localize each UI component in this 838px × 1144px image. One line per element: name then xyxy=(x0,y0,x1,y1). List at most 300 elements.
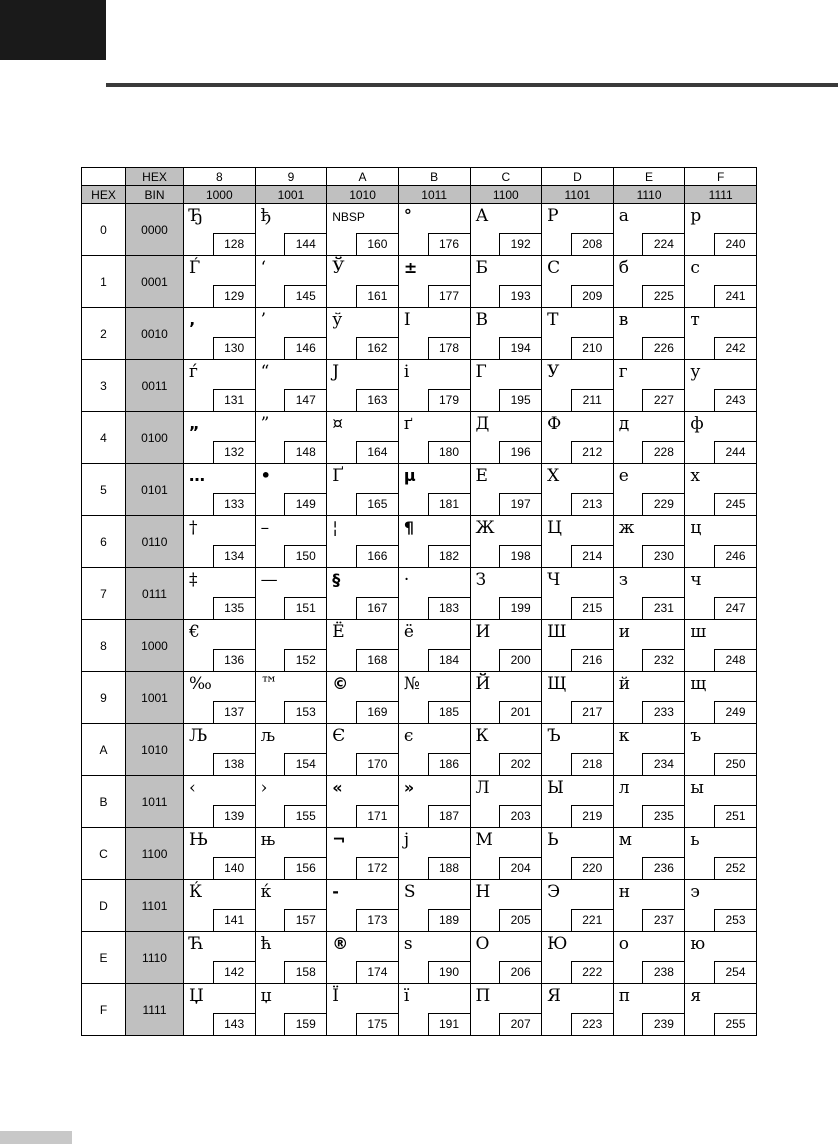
char-code: 229 xyxy=(642,493,684,515)
char-cell xyxy=(685,724,757,776)
char-code: 153 xyxy=(284,701,326,723)
char-code: 246 xyxy=(714,545,756,567)
char-glyph: ‚ xyxy=(189,310,196,329)
char-glyph: М xyxy=(475,830,493,850)
char-code: 253 xyxy=(714,909,756,931)
row-hex: B xyxy=(82,776,126,828)
char-cell xyxy=(613,308,685,360)
row-hex: 9 xyxy=(82,672,126,724)
char-cell xyxy=(184,932,256,984)
code-row xyxy=(82,256,757,308)
char-code: 142 xyxy=(213,961,255,983)
char-cell xyxy=(184,828,256,880)
char-code: 213 xyxy=(571,493,613,515)
char-code: 195 xyxy=(499,389,541,411)
char-cell xyxy=(613,464,685,516)
char-glyph: ґ xyxy=(403,414,413,434)
char-cell xyxy=(327,984,399,1036)
char-cell xyxy=(184,204,256,256)
code-row xyxy=(82,724,757,776)
char-code: 240 xyxy=(714,233,756,255)
char-glyph: § xyxy=(332,570,341,589)
char-cell xyxy=(255,776,327,828)
char-cell xyxy=(542,412,614,464)
char-cell xyxy=(613,516,685,568)
char-glyph: х xyxy=(690,466,700,486)
char-code: 232 xyxy=(642,649,684,671)
row-hex: 4 xyxy=(82,412,126,464)
char-code: 148 xyxy=(284,441,326,463)
char-cell xyxy=(398,412,470,464)
char-code: 222 xyxy=(571,961,613,983)
char-cell xyxy=(255,308,327,360)
char-code: 201 xyxy=(499,701,541,723)
column-hex: A xyxy=(327,168,399,186)
row-hex: 2 xyxy=(82,308,126,360)
char-glyph: у xyxy=(690,362,701,382)
char-glyph: Х xyxy=(547,466,560,486)
char-cell xyxy=(398,568,470,620)
char-glyph: б xyxy=(618,258,629,278)
code-row xyxy=(82,360,757,412)
char-glyph: В xyxy=(475,310,488,330)
char-glyph: т xyxy=(690,310,700,330)
column-hex: F xyxy=(685,168,757,186)
char-glyph: ј xyxy=(403,830,410,850)
char-glyph: Ъ xyxy=(547,726,561,746)
char-code: 138 xyxy=(213,753,255,775)
char-cell xyxy=(613,828,685,880)
char-code: 216 xyxy=(571,649,613,671)
char-cell xyxy=(398,308,470,360)
char-cell xyxy=(685,256,757,308)
char-code: 250 xyxy=(714,753,756,775)
char-glyph: Т xyxy=(547,310,559,330)
char-cell xyxy=(398,360,470,412)
code-row xyxy=(82,412,757,464)
char-code: 191 xyxy=(428,1013,470,1035)
char-glyph: С xyxy=(547,258,561,278)
char-code: 235 xyxy=(642,805,684,827)
char-cell xyxy=(685,412,757,464)
char-code: 152 xyxy=(284,649,326,671)
char-code: 241 xyxy=(714,285,756,307)
char-code: 173 xyxy=(356,909,398,931)
char-glyph: NBSP xyxy=(332,210,365,224)
char-code: 170 xyxy=(356,753,398,775)
char-glyph: Ж xyxy=(475,518,495,538)
char-cell xyxy=(398,932,470,984)
column-bin: 1001 xyxy=(255,186,327,204)
char-code: 224 xyxy=(642,233,684,255)
column-hex: B xyxy=(398,168,470,186)
char-glyph: ї xyxy=(403,986,410,1006)
char-cell xyxy=(184,256,256,308)
char-code: 145 xyxy=(284,285,326,307)
char-code: 150 xyxy=(284,545,326,567)
char-cell xyxy=(542,464,614,516)
char-glyph: › xyxy=(260,778,268,798)
char-glyph: Н xyxy=(475,882,491,902)
char-glyph: э xyxy=(690,882,700,902)
char-cell xyxy=(184,568,256,620)
char-code: 218 xyxy=(571,753,613,775)
char-code: 187 xyxy=(428,805,470,827)
char-code: 225 xyxy=(642,285,684,307)
char-cell xyxy=(255,568,327,620)
char-code: 177 xyxy=(428,285,470,307)
char-code: 247 xyxy=(714,597,756,619)
char-code: 137 xyxy=(213,701,255,723)
char-code: 176 xyxy=(428,233,470,255)
char-glyph: - xyxy=(332,882,339,901)
char-glyph: Џ xyxy=(189,986,204,1006)
char-cell xyxy=(685,984,757,1036)
char-code: 227 xyxy=(642,389,684,411)
char-code: 190 xyxy=(428,961,470,983)
char-glyph: ” xyxy=(260,414,270,434)
char-cell xyxy=(327,308,399,360)
char-code: 248 xyxy=(714,649,756,671)
char-glyph: к xyxy=(618,726,630,746)
char-code: 228 xyxy=(642,441,684,463)
char-code: 133 xyxy=(213,493,255,515)
row-bin: 0101 xyxy=(126,464,184,516)
row-hex: F xyxy=(82,984,126,1036)
char-glyph: є xyxy=(403,726,414,746)
char-code: 211 xyxy=(571,389,613,411)
char-glyph: д xyxy=(618,414,630,434)
char-glyph: е xyxy=(618,466,629,486)
char-glyph: І xyxy=(403,310,411,330)
code-row xyxy=(82,516,757,568)
char-glyph: ‹ xyxy=(189,778,196,798)
char-cell xyxy=(542,828,614,880)
char-code: 207 xyxy=(499,1013,541,1035)
char-cell xyxy=(184,620,256,672)
char-code: 214 xyxy=(571,545,613,567)
char-cell xyxy=(470,984,542,1036)
char-glyph: Ѕ xyxy=(403,882,416,902)
char-glyph: « xyxy=(332,778,343,797)
header-row-hex xyxy=(82,168,757,186)
char-glyph: К xyxy=(475,726,489,746)
char-code: 203 xyxy=(499,805,541,827)
char-cell xyxy=(255,412,327,464)
char-glyph: ¬ xyxy=(332,830,346,849)
char-glyph: ъ xyxy=(690,726,702,746)
row-hex: D xyxy=(82,880,126,932)
char-glyph: Э xyxy=(547,882,561,902)
char-glyph: в xyxy=(618,310,629,330)
char-glyph: µ xyxy=(403,466,416,485)
char-cell xyxy=(327,464,399,516)
char-code: 254 xyxy=(714,961,756,983)
row-hex: 6 xyxy=(82,516,126,568)
char-glyph: н xyxy=(618,882,631,902)
char-cell xyxy=(184,984,256,1036)
char-cell xyxy=(398,256,470,308)
char-code: 180 xyxy=(428,441,470,463)
char-glyph: Ґ xyxy=(332,466,344,486)
char-cell xyxy=(542,256,614,308)
code-row xyxy=(82,984,757,1036)
char-cell xyxy=(470,516,542,568)
char-code: 233 xyxy=(642,701,684,723)
char-glyph: Е xyxy=(475,466,488,486)
char-glyph: Я xyxy=(547,986,561,1006)
char-glyph: ф xyxy=(690,414,704,434)
row-hex: 7 xyxy=(82,568,126,620)
char-code: 193 xyxy=(499,285,541,307)
corner-tab xyxy=(0,0,106,60)
char-glyph: Ч xyxy=(547,570,561,590)
char-cell xyxy=(542,204,614,256)
char-code: 198 xyxy=(499,545,541,567)
char-glyph: З xyxy=(475,570,487,590)
char-cell xyxy=(327,568,399,620)
char-cell xyxy=(327,672,399,724)
char-code: 231 xyxy=(642,597,684,619)
char-cell xyxy=(184,880,256,932)
column-hex: 8 xyxy=(184,168,256,186)
char-glyph: ± xyxy=(403,258,418,277)
char-code: 130 xyxy=(213,337,255,359)
column-bin: 1011 xyxy=(398,186,470,204)
char-glyph: ‰ xyxy=(189,674,212,694)
char-cell xyxy=(613,412,685,464)
char-glyph: л xyxy=(618,778,630,798)
char-cell xyxy=(327,776,399,828)
char-glyph: Й xyxy=(475,674,491,694)
row-bin: 1010 xyxy=(126,724,184,776)
char-code: 221 xyxy=(571,909,613,931)
char-code: 156 xyxy=(284,857,326,879)
column-hex: 9 xyxy=(255,168,327,186)
footer-tab xyxy=(0,1131,72,1144)
char-glyph: Г xyxy=(475,362,487,382)
code-rows xyxy=(82,204,757,1036)
char-code: 181 xyxy=(428,493,470,515)
char-glyph: ѕ xyxy=(403,934,413,954)
char-cell xyxy=(255,516,327,568)
char-cell xyxy=(542,516,614,568)
char-code: 215 xyxy=(571,597,613,619)
row-hex: A xyxy=(82,724,126,776)
char-code: 242 xyxy=(714,337,756,359)
char-cell xyxy=(613,204,685,256)
row-hex: E xyxy=(82,932,126,984)
char-code: 251 xyxy=(714,805,756,827)
char-code: 202 xyxy=(499,753,541,775)
char-cell xyxy=(327,256,399,308)
char-glyph: – xyxy=(260,518,270,538)
char-glyph: ё xyxy=(403,622,414,642)
char-cell xyxy=(613,880,685,932)
char-glyph: љ xyxy=(260,726,275,746)
row-bin: 1110 xyxy=(126,932,184,984)
char-code: 185 xyxy=(428,701,470,723)
char-glyph: Ў xyxy=(332,258,345,278)
char-code: 220 xyxy=(571,857,613,879)
char-cell xyxy=(255,620,327,672)
char-glyph: Њ xyxy=(189,830,209,850)
char-code: 217 xyxy=(571,701,613,723)
char-glyph: Ф xyxy=(547,414,562,434)
char-glyph: Ђ xyxy=(189,206,203,226)
char-cell xyxy=(327,360,399,412)
char-glyph: ‘ xyxy=(260,258,267,278)
char-glyph: Ю xyxy=(547,934,568,954)
char-glyph: с xyxy=(690,258,700,278)
char-glyph: і xyxy=(403,362,410,382)
char-cell xyxy=(470,256,542,308)
row-hex: C xyxy=(82,828,126,880)
char-cell xyxy=(613,256,685,308)
code-row xyxy=(82,464,757,516)
char-cell xyxy=(184,672,256,724)
char-code: 129 xyxy=(213,285,255,307)
char-glyph: а xyxy=(618,206,629,226)
char-glyph: ђ xyxy=(260,206,272,226)
char-cell xyxy=(398,204,470,256)
char-code: 166 xyxy=(356,545,398,567)
code-row xyxy=(82,568,757,620)
char-cell xyxy=(613,360,685,412)
char-glyph: ў xyxy=(332,310,343,330)
char-glyph: з xyxy=(618,570,629,590)
column-hex: D xyxy=(542,168,614,186)
row-bin: 1011 xyxy=(126,776,184,828)
char-cell xyxy=(613,776,685,828)
char-glyph: О xyxy=(475,934,490,954)
char-cell xyxy=(542,932,614,984)
header-rule xyxy=(106,83,838,87)
char-code: 184 xyxy=(428,649,470,671)
char-glyph: г xyxy=(618,362,628,382)
char-code: 230 xyxy=(642,545,684,567)
char-cell xyxy=(255,360,327,412)
char-cell xyxy=(398,464,470,516)
char-cell xyxy=(398,828,470,880)
char-cell xyxy=(470,412,542,464)
char-cell xyxy=(398,724,470,776)
char-code: 243 xyxy=(714,389,756,411)
char-glyph: Б xyxy=(475,258,488,278)
char-cell xyxy=(255,464,327,516)
char-code: 192 xyxy=(499,233,541,255)
char-code: 199 xyxy=(499,597,541,619)
char-glyph: Д xyxy=(475,414,490,434)
char-code: 226 xyxy=(642,337,684,359)
char-cell xyxy=(327,516,399,568)
row-bin: 0100 xyxy=(126,412,184,464)
char-cell xyxy=(470,464,542,516)
char-cell xyxy=(685,880,757,932)
char-glyph: ® xyxy=(332,934,349,953)
char-glyph: я xyxy=(690,986,702,1006)
char-glyph: • xyxy=(260,466,271,485)
char-glyph: њ xyxy=(260,830,276,850)
char-cell xyxy=(685,568,757,620)
char-glyph: Є xyxy=(332,726,346,746)
char-cell xyxy=(685,516,757,568)
char-glyph: Љ xyxy=(189,726,208,746)
column-bin: 1100 xyxy=(470,186,542,204)
char-glyph: Ѓ xyxy=(189,258,201,278)
char-cell xyxy=(184,308,256,360)
header-hex-label: HEX xyxy=(126,168,184,186)
char-cell xyxy=(255,204,327,256)
char-glyph: … xyxy=(189,466,205,485)
char-cell xyxy=(470,360,542,412)
column-bin: 1111 xyxy=(685,186,757,204)
char-code: 158 xyxy=(284,961,326,983)
char-cell xyxy=(542,724,614,776)
char-cell xyxy=(470,620,542,672)
row-hex: 3 xyxy=(82,360,126,412)
char-cell xyxy=(398,880,470,932)
char-cell xyxy=(542,360,614,412)
char-cell xyxy=(685,308,757,360)
char-cell xyxy=(542,880,614,932)
char-code: 165 xyxy=(356,493,398,515)
row-bin: 0111 xyxy=(126,568,184,620)
code-row xyxy=(82,204,757,256)
char-glyph: Р xyxy=(547,206,559,226)
char-code: 178 xyxy=(428,337,470,359)
char-code: 219 xyxy=(571,805,613,827)
char-cell xyxy=(184,776,256,828)
row-bin: 0010 xyxy=(126,308,184,360)
char-code: 175 xyxy=(356,1013,398,1035)
char-code: 239 xyxy=(642,1013,684,1035)
row-hex: 0 xyxy=(82,204,126,256)
char-code: 194 xyxy=(499,337,541,359)
char-glyph: Л xyxy=(475,778,490,798)
row-bin-label: BIN xyxy=(126,186,184,204)
char-cell xyxy=(398,776,470,828)
char-code: 163 xyxy=(356,389,398,411)
char-glyph: Ь xyxy=(547,830,559,850)
char-cell xyxy=(327,932,399,984)
char-code: 157 xyxy=(284,909,326,931)
char-glyph: ¦ xyxy=(332,518,338,538)
row-bin: 1100 xyxy=(126,828,184,880)
char-cell xyxy=(685,204,757,256)
char-code: 212 xyxy=(571,441,613,463)
char-cell xyxy=(613,672,685,724)
char-code: 155 xyxy=(284,805,326,827)
char-code: 252 xyxy=(714,857,756,879)
char-code: 188 xyxy=(428,857,470,879)
char-code: 131 xyxy=(213,389,255,411)
char-code: 161 xyxy=(356,285,398,307)
code-row xyxy=(82,672,757,724)
char-cell xyxy=(255,932,327,984)
char-code: 238 xyxy=(642,961,684,983)
char-glyph: € xyxy=(189,622,200,642)
char-code: 196 xyxy=(499,441,541,463)
code-row xyxy=(82,776,757,828)
char-glyph: ќ xyxy=(260,882,272,902)
char-code: 135 xyxy=(213,597,255,619)
char-cell xyxy=(685,776,757,828)
char-cell xyxy=(470,828,542,880)
char-code: 204 xyxy=(499,857,541,879)
char-cell xyxy=(184,724,256,776)
char-code: 183 xyxy=(428,597,470,619)
